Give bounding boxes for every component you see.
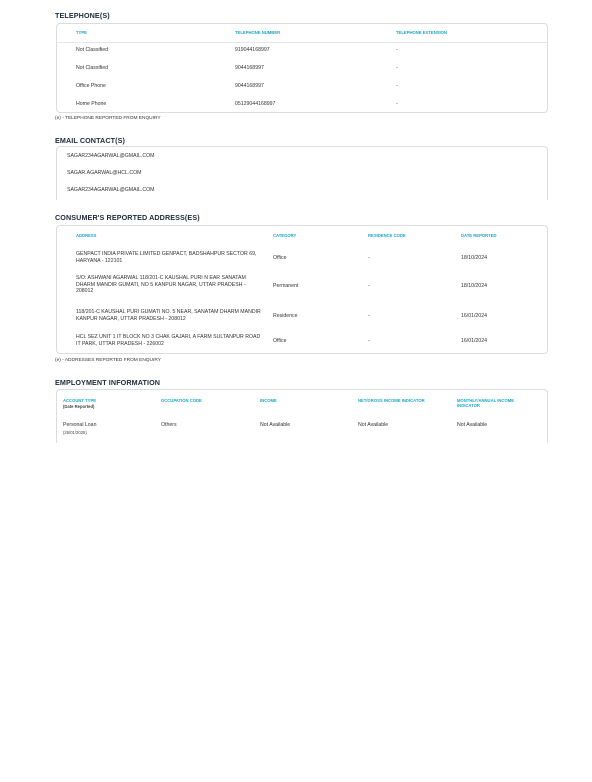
occupation: Others [161,422,177,428]
col-account-type-header: ACCOUNT TYPE [63,398,97,403]
telephones-note: (e) - TELEPHONE REPORTED FROM ENQUIRY [55,116,161,121]
address-category: Office [273,338,287,344]
phone-number: 9044168997 [235,83,264,89]
income: Not Available [260,422,291,428]
phone-number: 05129044168997 [235,101,276,107]
address-code: - [368,338,370,344]
email-item: SAGAR.AGARWAL@HCL.COM [67,170,142,176]
col-extension-header: TELEPHONE EXTENSION [396,30,447,35]
address-date: 18/10/2024 [461,255,487,261]
phone-number: 9044168997 [235,65,264,71]
address-text: HCL SEZ UNIT 1 IT BLOCK NO 3 CHAK GAJARI, A FARM SULTANPUR ROAD IT PARK, UTTAR PRADESH - 226002 [76,334,261,347]
col-category-header: CATEGORY [273,233,297,238]
col-net-gross-header: NET/GROSS INCOME INDICATOR [358,398,425,403]
addresses-table [56,225,548,354]
header-divider [57,42,547,43]
phone-extension: - [396,83,398,89]
address-date: 16/01/2024 [461,313,487,319]
phone-type: Office Phone [76,83,106,89]
address-category: Permanent [273,283,299,289]
address-text: GENPACT INDIA PRIVATE LIMITED GENPACT, BADSHAHPUR SECTOR 69, HARYANA - 122101 [76,251,257,264]
address-code: - [368,313,370,319]
monthly-annual-indicator: Not Available [457,422,488,428]
col-type-header: TYPE [76,30,87,35]
address-date: 16/01/2024 [461,338,487,344]
col-number-header: TELEPHONE NUMBER [235,30,281,35]
addresses-title: CONSUMER'S REPORTED ADDRESS(ES) [55,213,200,222]
account-type: Personal Loan [63,422,97,428]
email-item: SAGAR234AGARWAL@GMAIL.COM [67,153,155,159]
phone-type: Home Phone [76,101,107,107]
net-gross-indicator: Not Available [358,422,389,428]
phone-number: 919044168997 [235,47,270,53]
address-text: S/O: ASHWANI AGARWAL 118/201-C KAUSHAL PURI N EAR SANATAM DHARM MANDIR GUMATI, NO 5 KANPUR NAGAR, UTTAR PRADESH - 208012 [76,275,246,295]
phone-extension: - [396,101,398,107]
telephones-title: TELEPHONE(S) [55,11,110,20]
addresses-note: (e) - ADDRESSES REPORTED FROM ENQUIRY [55,358,161,363]
phone-type: Not Classified [76,65,109,71]
email-item: SAGAR234AGARWAL@GMAIL.COM [67,187,155,193]
col-occupation-header: OCCUPATION CODE [161,398,202,403]
address-category: Residence [273,313,298,319]
address-code: - [368,255,370,261]
col-income-header: INCOME [260,398,277,403]
col-date-header: DATE REPORTED [461,233,497,238]
emails-title: EMAIL CONTACT(S) [55,136,126,145]
phone-extension: - [396,65,398,71]
account-date: (25/01/2025) [63,430,87,435]
col-address-header: ADDRESS [76,233,97,238]
phone-type: Not Classified [76,47,109,53]
employment-title: EMPLOYMENT INFORMATION [55,378,161,387]
address-text: 118/201-C KAUSHAL PURI GUMATI NO. 5 NEAR, SANATAM DHARM MANDIR KANPUR NAGAR, UTTAR PRADESH - 208012 [76,309,261,322]
col-monthly-annual-header: MONTHLY/ANNUAL INCOME INDICATOR [457,398,514,408]
col-residence-code-header: RESIDENCE CODE [368,233,406,238]
address-date: 18/10/2024 [461,283,487,289]
telephones-table [56,23,548,113]
employment-table [56,389,548,443]
address-category: Office [273,255,287,261]
address-code: - [368,283,370,289]
col-date-reported-subheader: (Date Reported) [63,404,95,409]
phone-extension: - [396,47,398,53]
